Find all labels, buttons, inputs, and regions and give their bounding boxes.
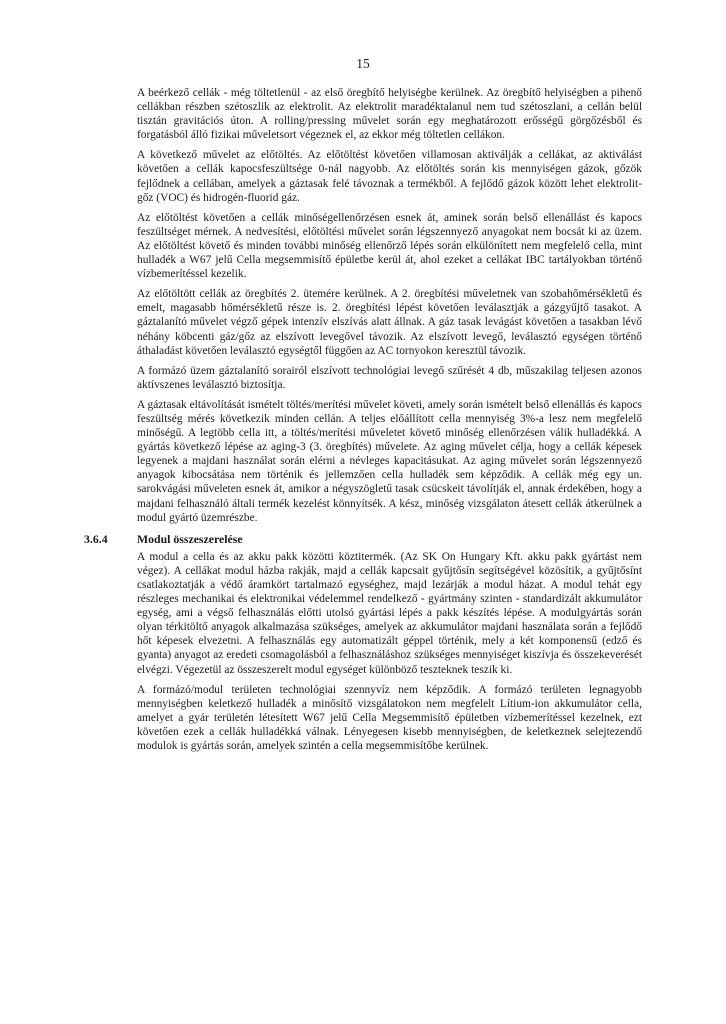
paragraph-module-assembly: A modul a cella és az akku pakk közötti köztitermék. (Az SK On Hungary Kft. akku pakk gyártást nem végez). A cellákat modul házba rakják, majd a cellák kapcsait gyűjtősín segítségével közösítik, a gyűjtősínt csatlakoztatják a védő áramkört tartalmazó egységhez, majd lezárják a modul házat. A modul tehát egy részleges mechanikai és elektronikai védelemmel rendelkező - gyártmány szinten - standardizált akkumulátor egység, ami a végső felhasználás előtti utolsó gyártási lépés a pakk készítés lépése. A modulgyártás során olyan térkitöltő anyagok alkalmazása szükséges, amelyek az akkumulátor majdani használata során a fejlődő hőt képesek elvezetni. A felhasználás egy automatizált géppel történik, mely a két komponensű (edző és gyanta) anyagot az eredeti csomagolásból a felhasználáshoz szükséges mennyiséget kiszívja és összekeverését elvégzi. Végezetül az összeszerelt modul egységet különböző teszteknek teszik ki. [137,550,642,676]
paragraph-quality-check: Az előtöltést követően a cellák minőségellenőrzésen esnek át, aminek során belső ellenállást és kapocs feszültséget mérnek. A nedvesítési, előtöltési művelet során légszennyező anyagokat nem bocsát ki az üzem. Az előtöltést követő és minden további minőség ellenőrző lépés során elkülönített nem megfelelő cella, mint hulladék a W67 jelű Cella megsemmisítő épületbe kerül át, ahol ezeket a cellákat IBC tartályokban történő vízbemerítéssel kezelik. [137,211,642,281]
section-number: 3.6.4 [84,531,108,546]
paragraph-module-waste: A formázó/modul területen technológiai szennyvíz nem képződik. A formázó területen legnagyobb mennyiségben keletkező hulladék a minősítő vizsgálatokon nem megfelelt Lítium-ion akkumulátor cella, amelyet a gyár területén létesített W67 jelű Cella Megsemmisítő épületben vízbemerítéssel kezelnek, ezt követően ezek a cellák hulladékká válnak. Lényegesen kisebb mennyiségben, de keletkeznek selejtezendő modulok is gyártás során, amelyek szintén a cella megsemmisítőbe kerülnek. [137,683,642,753]
paragraph-precharge: A következő művelet az előtöltés. Az előtöltést követően villamosan aktiválják a cellákat, az aktiválást követően a cellák kapocsfeszültsége 0-nál nagyobb. Az előtöltés során kis mennyiségen gázok, gőzök fejlődnek a cellában, amelyek a gáztasak felé távoznak a termékből. A fejlődő gázok között lehet elektrolit-gőz (VOC) és hidrogén-fluorid gáz. [137,149,642,204]
paragraph-cell-arrival: A beérkező cellák - még töltetlenül - az első öregbítő helyiségbe kerülnek. Az öregbítő helyiségben a pihenő cellákban részben szétoszlik az elektrolit. Az elektrolit maradéktalanul nem tud szétoszlani, a cellán belül tisztán gravitációs úton. A rolling/pressing művelet során egy meghatározott erősségű görgőzésből és forgatásból álló fizikai műveletsort végeznek el, az ekkor még töltetlen cellákon. [137,87,642,142]
paragraph-aging-2: Az előtöltött cellák az öregbítés 2. ütemére kerülnek. A 2. öregbítési műveletnek van szobahőmérsékletű és emelt, magasabb hőmérsékletű része is. 2. öregbítési lépést követően leválasztják a gázgyűjtő tasakot. A gáztalanító művelet végző gépek intenzív elszívás alatt állnak. A gáz tasak levágást követően a tasakban lévő néhány köbcenti gáz/gőz az elszívott levegővel távozik. Az elszívott levegő, leválasztó egységen történő áthaladást követően leválasztó egységtől függően az AC tornyokon keresztül távozik. [137,288,642,357]
section-title: Modul összeszerelése [137,531,243,546]
page-number: 15 [356,56,370,71]
paragraph-gas-pouch-removal: A gáztasak eltávolítását ismételt töltés/merítési művelet követi, amely során ismételt belső ellenállás és kapocs feszültség mérés következik minden cellán. A teljes előállított cella mennyiség 3%-a lesz nem megfelelő minőségű. A legtöbb cella itt, a töltés/merítési műveletet követő minőség ellenőrzésen válik hulladékká. A gyártás következő lépése az aging-3 (3. öregbítés) művelete. Az aging művelet célja, hogy a cellák képesek legyenek a majdani használat során elérni a névleges kapacitásukat. Az aging művelet során légszennyező anyagok kibocsátása nem történik és jellemzően cella hulladék sem képződik. A cellák még egy un. sarokvágási műveleten esnek át, amikor a négyszögletű tasak csücskeit távolítják el, annak érdekében, hogy a majdani felhasználó általi termék kezelést könnyítsék. A kész, minőség vizsgálaton átesett cellák átkerülnek a modul gyártó üzemrészbe. [137,398,642,524]
section-heading [84,531,642,546]
paragraph-air-filtration: A formázó üzem gáztalanító sorairól elszívott technológiai levegő szűrését 4 db, műszakilag teljesen azonos aktívszenes leválasztó biztosítja. [137,364,642,391]
document-body [84,86,642,759]
